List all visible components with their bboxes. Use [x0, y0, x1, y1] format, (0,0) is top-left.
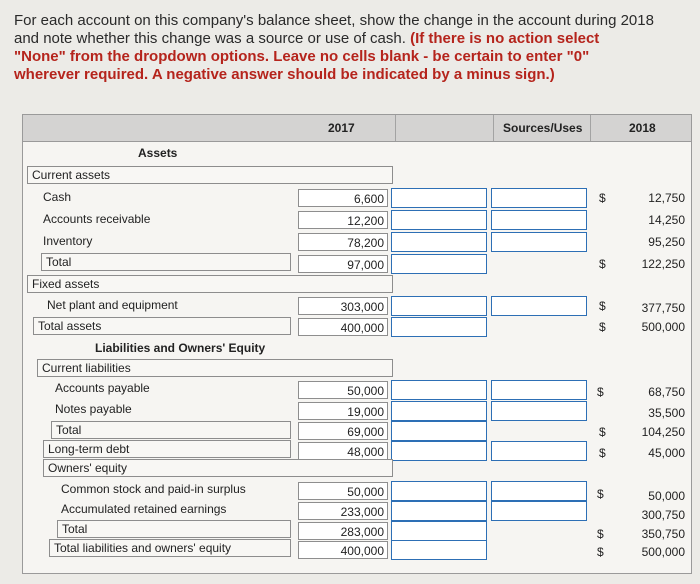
- total-eq-2017-value: 283,000: [298, 522, 388, 540]
- total-eq-change-input[interactable]: [391, 521, 487, 541]
- current-liabilities-label: Current liabilities: [37, 359, 393, 377]
- ap-2017-value: 50,000: [298, 381, 388, 399]
- cash-source-use-select[interactable]: [491, 188, 587, 208]
- ap-source-use-select[interactable]: [491, 380, 587, 400]
- cash-label: Cash: [43, 190, 72, 204]
- balance-sheet-table: [22, 114, 692, 574]
- ar-2018-value: 14,250: [648, 213, 685, 227]
- ar-2017-value: 12,200: [298, 211, 388, 229]
- header-2017: 2017: [328, 121, 355, 135]
- ap-label: Accounts payable: [55, 381, 150, 395]
- total-eq-2018-dollar: $: [597, 527, 604, 541]
- ap-change-input[interactable]: [391, 380, 487, 400]
- total-assets-2018-value: 500,000: [641, 320, 685, 334]
- cash-2018-value: 12,750: [648, 191, 685, 205]
- net-plant-2018-value: 377,750: [641, 301, 685, 315]
- total-ca-2018-dollar: $: [599, 257, 606, 271]
- common-source-use-select[interactable]: [491, 481, 587, 501]
- header-2018: 2018: [629, 121, 656, 135]
- header-sources-uses: Sources/Uses: [503, 121, 583, 135]
- net-plant-change-input[interactable]: [391, 296, 487, 316]
- ap-2018-value: 68,750: [648, 385, 685, 399]
- retained-2017-value: 233,000: [298, 502, 388, 520]
- total-cl-2018-value: 104,250: [641, 425, 685, 439]
- np-change-input[interactable]: [391, 401, 487, 421]
- owners-equity-label: Owners' equity: [43, 459, 393, 477]
- total-cl-2018-dollar: $: [599, 425, 606, 439]
- inventory-2018-value: 95,250: [648, 235, 685, 249]
- ltd-label: Long-term debt: [43, 440, 291, 458]
- total-equity-label: Total: [57, 520, 291, 538]
- total-ca-2017-value: 97,000: [298, 255, 388, 273]
- total-ca-change-input[interactable]: [391, 254, 487, 274]
- total-eq-2018-value: 350,750: [641, 527, 685, 541]
- ltd-source-use-select[interactable]: [491, 441, 587, 461]
- retained-source-use-select[interactable]: [491, 501, 587, 521]
- instructions-note: (If there is no action select "None" from the dropdown options. Leave no cells blank - be certain to enter "0" wherever required. A negative answer should be indicated by a minus sign.): [14, 30, 600, 83]
- net-plant-2017-value: 303,000: [298, 297, 388, 315]
- total-le-2018-value: 500,000: [641, 545, 685, 559]
- np-2017-value: 19,000: [298, 402, 388, 420]
- ar-label: Accounts receivable: [43, 212, 151, 226]
- net-plant-source-use-select[interactable]: [491, 296, 587, 316]
- common-2018-dollar: $: [597, 487, 604, 501]
- header-divider: [590, 115, 591, 141]
- liabilities-heading: Liabilities and Owners' Equity: [95, 341, 266, 355]
- ltd-change-input[interactable]: [391, 441, 487, 461]
- np-label: Notes payable: [55, 402, 132, 416]
- total-le-2018-dollar: $: [597, 545, 604, 559]
- fixed-assets-label: Fixed assets: [27, 275, 393, 293]
- ap-2018-dollar: $: [597, 385, 604, 399]
- retained-change-input[interactable]: [391, 501, 487, 521]
- total-assets-2017-value: 400,000: [298, 318, 388, 336]
- ltd-2018-value: 45,000: [648, 446, 685, 460]
- instructions: [14, 12, 654, 84]
- retained-label: Accumulated retained earnings: [61, 502, 227, 516]
- net-plant-label: Net plant and equipment: [47, 298, 178, 312]
- np-source-use-select[interactable]: [491, 401, 587, 421]
- np-2018-value: 35,500: [648, 406, 685, 420]
- ltd-2017-value: 48,000: [298, 442, 388, 460]
- header-divider: [493, 115, 494, 141]
- instructions-text: For each account on this company's balance sheet, show the change in the account during 2018 and note whether this change was a source or use of cash.: [14, 12, 654, 47]
- common-2017-value: 50,000: [298, 482, 388, 500]
- total-cl-change-input[interactable]: [391, 421, 487, 441]
- assets-heading: Assets: [138, 146, 178, 160]
- cash-2017-value: 6,600: [298, 189, 388, 207]
- header-divider: [395, 115, 396, 141]
- inventory-label: Inventory: [43, 234, 93, 248]
- common-change-input[interactable]: [391, 481, 487, 501]
- retained-2018-value: 300,750: [641, 508, 685, 522]
- total-cl-label: Total: [51, 421, 291, 439]
- total-assets-label: Total assets: [33, 317, 291, 335]
- total-le-2017-value: 400,000: [298, 541, 388, 559]
- net-plant-2018-dollar: $: [599, 299, 606, 313]
- common-stock-label: Common stock and paid-in surplus: [61, 482, 246, 496]
- ar-source-use-select[interactable]: [491, 210, 587, 230]
- cash-change-input[interactable]: [391, 188, 487, 208]
- total-ca-2018-value: 122,250: [641, 257, 685, 271]
- cash-2018-dollar: $: [599, 191, 606, 205]
- total-le-change-input[interactable]: [391, 540, 487, 560]
- inventory-2017-value: 78,200: [298, 233, 388, 251]
- common-2018-value: 50,000: [648, 489, 685, 503]
- ltd-2018-dollar: $: [599, 446, 606, 460]
- total-le-label: Total liabilities and owners' equity: [49, 539, 291, 557]
- total-ca-label: Total: [41, 253, 291, 271]
- inventory-change-input[interactable]: [391, 232, 487, 252]
- current-assets-label: Current assets: [27, 166, 393, 184]
- inventory-source-use-select[interactable]: [491, 232, 587, 252]
- total-cl-2017-value: 69,000: [298, 422, 388, 440]
- total-assets-2018-dollar: $: [599, 320, 606, 334]
- total-assets-change-input[interactable]: [391, 317, 487, 337]
- ar-change-input[interactable]: [391, 210, 487, 230]
